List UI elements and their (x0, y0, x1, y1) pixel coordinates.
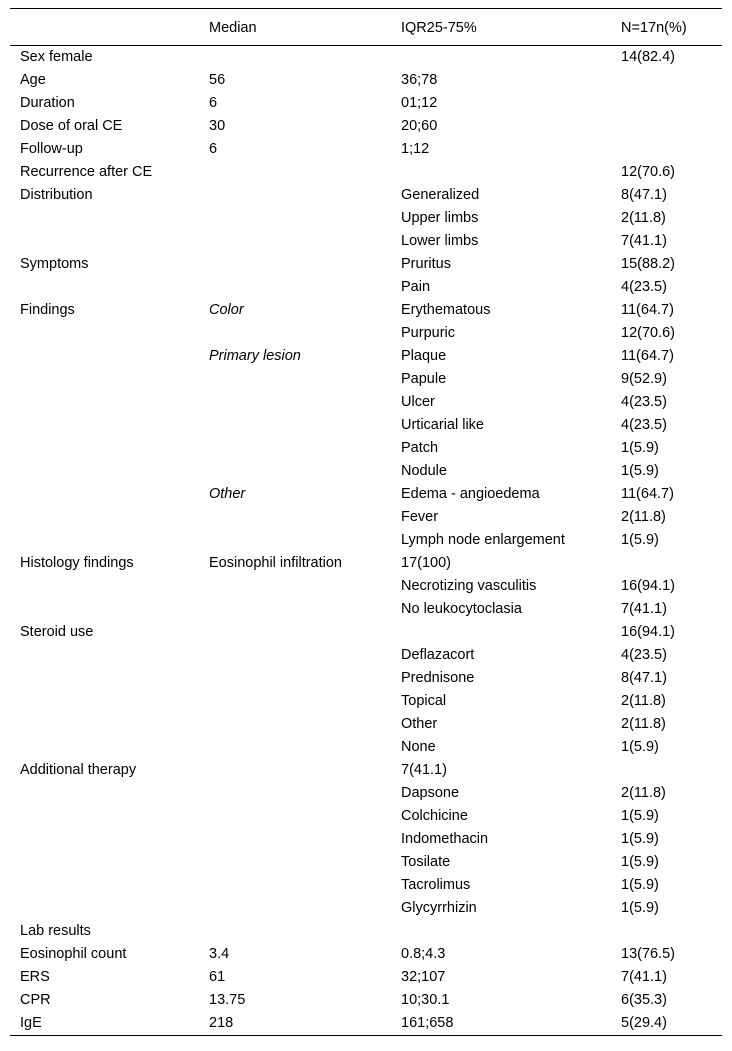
table-row (10, 437, 722, 460)
variable-cell (10, 391, 199, 414)
median-cell (199, 736, 391, 759)
count-cell: 1(5.9) (621, 440, 659, 456)
count-cell: 1(5.9) (621, 463, 659, 479)
iqr-cell: Deflazacort (401, 647, 475, 663)
header-row (10, 9, 722, 46)
iqr-cell: Pruritus (401, 256, 451, 272)
header-cell-iqr: IQR25-75% (401, 20, 477, 36)
count-cell: 6(35.3) (621, 992, 667, 1008)
table-row (10, 299, 722, 322)
table-row (10, 575, 722, 598)
table-row (10, 506, 722, 529)
table-row (10, 713, 722, 736)
variable-cell (10, 529, 199, 552)
variable-cell (10, 782, 199, 805)
count-cell: 1(5.9) (621, 877, 659, 893)
median-cell: Other (209, 486, 246, 502)
table-row (10, 736, 722, 759)
variable-cell (10, 897, 199, 920)
median-cell (199, 713, 391, 736)
table-row (10, 46, 722, 70)
median-cell (199, 644, 391, 667)
median-cell (199, 46, 391, 70)
variable-cell (10, 368, 199, 391)
header-cell-variable (10, 9, 199, 46)
iqr-cell: Glycyrrhizin (401, 900, 477, 916)
median-cell: 13.75 (209, 992, 246, 1008)
variable-cell: Eosinophil count (20, 946, 127, 962)
variable-cell (10, 322, 199, 345)
count-cell: 1(5.9) (621, 900, 659, 916)
table-row (10, 207, 722, 230)
table-row (10, 253, 722, 276)
variable-cell (10, 736, 199, 759)
iqr-cell (391, 920, 611, 943)
iqr-cell: Patch (401, 440, 439, 456)
iqr-cell: 1;12 (401, 141, 430, 157)
variable-cell (10, 437, 199, 460)
median-cell (199, 828, 391, 851)
median-cell (199, 184, 391, 207)
median-cell (199, 897, 391, 920)
clinical-data-table (10, 8, 722, 1036)
variable-cell: Histology findings (20, 555, 134, 571)
count-cell: 4(23.5) (621, 647, 667, 663)
table-row (10, 598, 722, 621)
variable-cell (10, 851, 199, 874)
variable-cell (10, 345, 199, 368)
variable-cell: Dose of oral CE (20, 118, 123, 134)
count-cell: 1(5.9) (621, 854, 659, 870)
variable-cell (10, 483, 199, 506)
count-cell (611, 920, 722, 943)
median-cell (199, 874, 391, 897)
variable-cell: Distribution (20, 187, 93, 203)
count-cell: 2(11.8) (621, 785, 666, 801)
count-cell: 1(5.9) (621, 739, 659, 755)
iqr-cell: Upper limbs (401, 210, 479, 226)
count-cell: 11(64.7) (621, 302, 674, 318)
variable-cell: Sex female (20, 49, 93, 65)
iqr-cell: Indomethacin (401, 831, 489, 847)
count-cell: 2(11.8) (621, 693, 666, 709)
variable-cell: ERS (20, 969, 50, 985)
table-row (10, 69, 722, 92)
count-cell (611, 138, 722, 161)
median-cell (199, 805, 391, 828)
count-cell (611, 759, 722, 782)
variable-cell (10, 575, 199, 598)
iqr-cell (391, 621, 611, 644)
variable-cell (10, 230, 199, 253)
median-cell: 218 (209, 1015, 234, 1031)
iqr-cell: Ulcer (401, 394, 435, 410)
count-cell: 8(47.1) (621, 670, 667, 686)
variable-cell (10, 644, 199, 667)
median-cell: 6 (209, 141, 218, 157)
variable-cell: Symptoms (20, 256, 89, 272)
table-row (10, 920, 722, 943)
variable-cell: Steroid use (20, 624, 94, 640)
table-row (10, 483, 722, 506)
header-cell-median: Median (209, 20, 257, 36)
median-cell (199, 506, 391, 529)
median-cell (199, 161, 391, 184)
iqr-cell: Lymph node enlargement (401, 532, 565, 548)
table-row (10, 989, 722, 1012)
median-cell (199, 437, 391, 460)
table-row (10, 92, 722, 115)
table-row (10, 414, 722, 437)
table-row (10, 644, 722, 667)
table-row (10, 230, 722, 253)
iqr-cell: Purpuric (401, 325, 455, 341)
iqr-cell: Other (401, 716, 438, 732)
table-row (10, 759, 722, 782)
iqr-cell: Necrotizing vasculitis (401, 578, 537, 594)
iqr-cell: 161;658 (401, 1015, 454, 1031)
iqr-cell: Lower limbs (401, 233, 479, 249)
iqr-cell: 7(41.1) (401, 762, 447, 778)
count-cell: 2(11.8) (621, 509, 666, 525)
count-cell: 1(5.9) (621, 831, 659, 847)
iqr-cell: Nodule (401, 463, 447, 479)
median-cell (199, 621, 391, 644)
variable-cell: Follow-up (20, 141, 83, 157)
iqr-cell: Pain (401, 279, 431, 295)
iqr-cell: Dapsone (401, 785, 460, 801)
variable-cell: Duration (20, 95, 75, 111)
table-row (10, 391, 722, 414)
variable-cell: CPR (20, 992, 51, 1008)
table-row (10, 874, 722, 897)
count-cell: 1(5.9) (621, 808, 659, 824)
count-cell (611, 69, 722, 92)
table-row (10, 943, 722, 966)
count-cell: 5(29.4) (621, 1015, 667, 1031)
median-cell (199, 414, 391, 437)
table-row (10, 138, 722, 161)
variable-cell: Findings (20, 302, 75, 318)
variable-cell (10, 414, 199, 437)
count-cell: 1(5.9) (621, 532, 659, 548)
median-cell: 61 (209, 969, 226, 985)
iqr-cell: Plaque (401, 348, 447, 364)
count-cell: 2(11.8) (621, 716, 666, 732)
table-row (10, 805, 722, 828)
variable-cell (10, 460, 199, 483)
table-row (10, 966, 722, 989)
iqr-cell: Tosilate (401, 854, 451, 870)
table-row (10, 115, 722, 138)
median-cell (199, 759, 391, 782)
iqr-cell: 32;107 (401, 969, 446, 985)
median-cell: 56 (209, 72, 226, 88)
variable-cell: Lab results (20, 923, 91, 939)
count-cell: 13(76.5) (621, 946, 676, 962)
count-cell: 15(88.2) (621, 256, 676, 272)
variable-cell (10, 805, 199, 828)
iqr-cell: Papule (401, 371, 447, 387)
variable-cell: Recurrence after CE (20, 164, 153, 180)
table-row (10, 184, 722, 207)
iqr-cell: 0.8;4.3 (401, 946, 446, 962)
table-row (10, 345, 722, 368)
median-cell (199, 920, 391, 943)
count-cell: 11(64.7) (621, 486, 674, 502)
median-cell: Eosinophil infiltration (209, 555, 342, 571)
table-row (10, 667, 722, 690)
table-row (10, 621, 722, 644)
variable-cell (10, 667, 199, 690)
count-cell: 8(47.1) (621, 187, 667, 203)
variable-cell: Age (20, 72, 46, 88)
variable-cell: Additional therapy (20, 762, 137, 778)
iqr-cell: 20;60 (401, 118, 438, 134)
iqr-cell: 36;78 (401, 72, 438, 88)
table-row (10, 276, 722, 299)
count-cell: 14(82.4) (621, 49, 676, 65)
count-cell: 11(64.7) (621, 348, 674, 364)
count-cell (611, 552, 722, 575)
iqr-cell: Prednisone (401, 670, 475, 686)
header-cell-n: N=17n(%) (621, 20, 687, 36)
count-cell: 16(94.1) (621, 578, 676, 594)
count-cell: 7(41.1) (621, 601, 667, 617)
median-cell: Primary lesion (209, 348, 301, 364)
median-cell (199, 529, 391, 552)
iqr-cell: Generalized (401, 187, 480, 203)
count-cell (611, 92, 722, 115)
iqr-cell: Erythematous (401, 302, 491, 318)
table-row (10, 828, 722, 851)
iqr-cell (391, 46, 611, 70)
median-cell (199, 276, 391, 299)
count-cell: 12(70.6) (621, 164, 676, 180)
table-row (10, 368, 722, 391)
count-cell: 2(11.8) (621, 210, 666, 226)
count-cell: 7(41.1) (621, 969, 667, 985)
table-body (10, 46, 722, 1036)
median-cell (199, 322, 391, 345)
iqr-cell: None (401, 739, 436, 755)
count-cell: 4(23.5) (621, 394, 667, 410)
median-cell: 30 (209, 118, 226, 134)
median-cell (199, 851, 391, 874)
variable-cell (10, 276, 199, 299)
count-cell: 4(23.5) (621, 417, 667, 433)
median-cell (199, 575, 391, 598)
median-cell (199, 667, 391, 690)
iqr-cell (391, 161, 611, 184)
median-cell (199, 690, 391, 713)
table-row (10, 897, 722, 920)
variable-cell (10, 828, 199, 851)
count-cell: 4(23.5) (621, 279, 667, 295)
variable-cell (10, 874, 199, 897)
iqr-cell: Fever (401, 509, 439, 525)
iqr-cell: Urticarial like (401, 417, 484, 433)
iqr-cell: 17(100) (401, 555, 451, 571)
iqr-cell: 01;12 (401, 95, 438, 111)
table-row (10, 851, 722, 874)
variable-cell (10, 598, 199, 621)
table-row (10, 460, 722, 483)
iqr-cell: No leukocytoclasia (401, 601, 522, 617)
iqr-cell: Tacrolimus (401, 877, 471, 893)
variable-cell (10, 690, 199, 713)
table-header (10, 9, 722, 46)
table-row (10, 782, 722, 805)
median-cell (199, 368, 391, 391)
median-cell (199, 207, 391, 230)
count-cell: 7(41.1) (621, 233, 667, 249)
table-row (10, 529, 722, 552)
iqr-cell: Edema - angioedema (401, 486, 540, 502)
median-cell (199, 230, 391, 253)
median-cell (199, 253, 391, 276)
median-cell (199, 782, 391, 805)
median-cell: 6 (209, 95, 218, 111)
count-cell: 9(52.9) (621, 371, 667, 387)
count-cell: 16(94.1) (621, 624, 676, 640)
variable-cell: IgE (20, 1015, 42, 1031)
table-row (10, 322, 722, 345)
iqr-cell: 10;30.1 (401, 992, 450, 1008)
variable-cell (10, 207, 199, 230)
median-cell: Color (209, 302, 244, 318)
iqr-cell: Topical (401, 693, 447, 709)
median-cell (199, 460, 391, 483)
iqr-cell: Colchicine (401, 808, 468, 824)
table-row (10, 690, 722, 713)
variable-cell (10, 713, 199, 736)
count-cell (611, 115, 722, 138)
variable-cell (10, 506, 199, 529)
table-row (10, 161, 722, 184)
median-cell (199, 391, 391, 414)
median-cell: 3.4 (209, 946, 230, 962)
median-cell (199, 598, 391, 621)
table-row (10, 552, 722, 575)
table-row (10, 1012, 722, 1036)
count-cell: 12(70.6) (621, 325, 676, 341)
